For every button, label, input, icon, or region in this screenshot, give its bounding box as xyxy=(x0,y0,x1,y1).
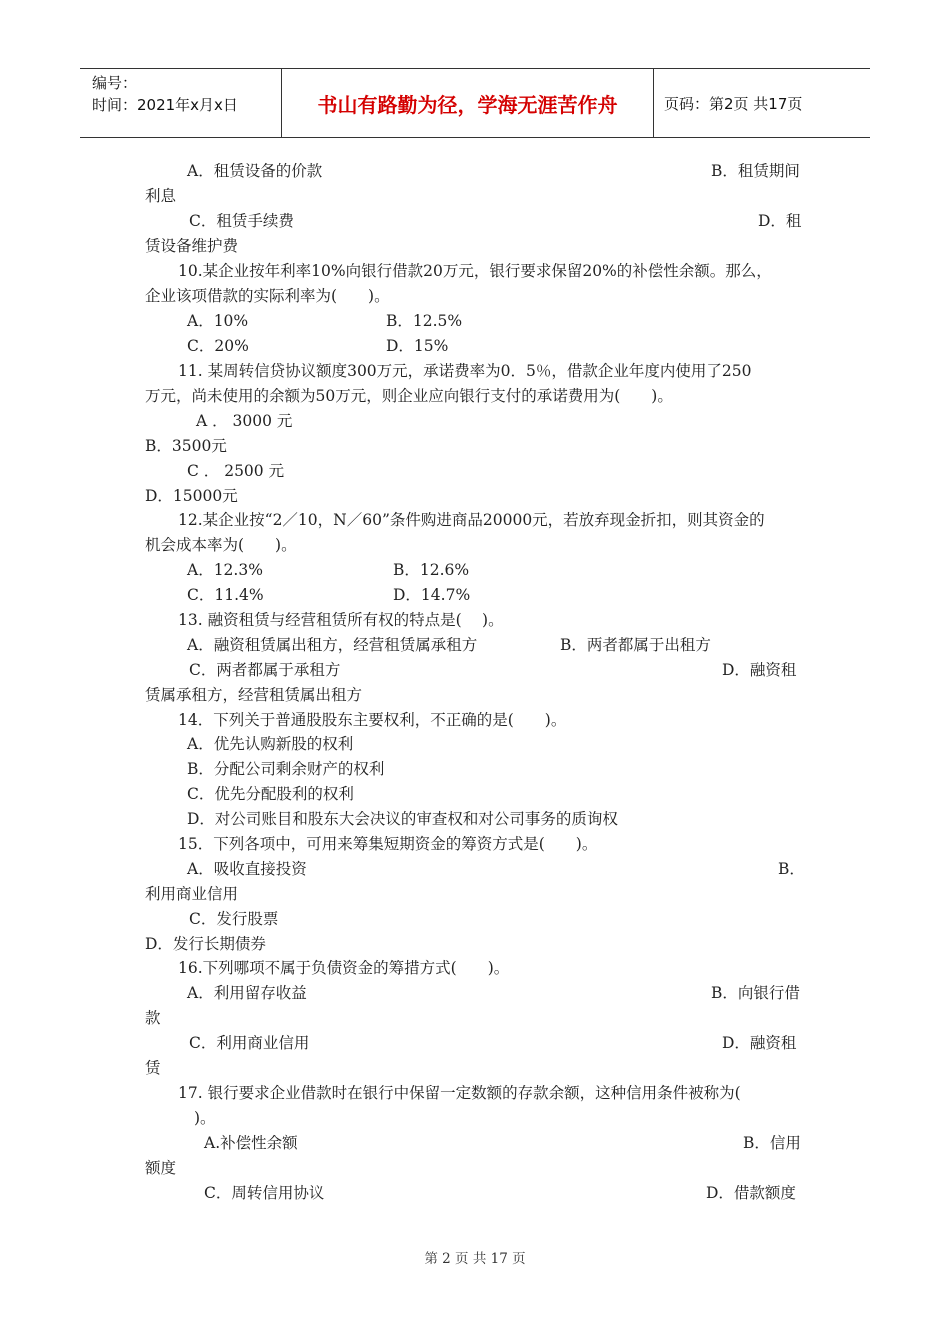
text-line: B．租赁期间 xyxy=(711,162,800,180)
text-line: A．融资租赁属出租方，经营租赁属承租方 xyxy=(187,636,478,654)
text-line: 机会成本率为( )。 xyxy=(145,536,297,554)
header-page-info: 页码：第2页 共17页 xyxy=(664,94,803,113)
text-line: A.补偿性余额 xyxy=(204,1134,298,1152)
text-line: D．融资租 xyxy=(722,661,797,679)
text-line: C．20% xyxy=(187,337,249,355)
text-line: 利用商业信用 xyxy=(145,885,239,903)
text-line: D．对公司账目和股东大会决议的审查权和对公司事务的质询权 xyxy=(187,810,618,828)
text-line: B．信用 xyxy=(743,1134,801,1152)
text-line: A．优先认购新股的权利 xyxy=(187,735,354,753)
text-line: C．11.4% xyxy=(187,586,264,604)
text-line: D．借款额度 xyxy=(706,1184,796,1202)
page-footer: 第 2 页 共 17 页 xyxy=(424,1251,526,1267)
text-line: B．两者都属于出租方 xyxy=(560,636,711,654)
header-motto: 书山有路勤为径，学海无涯苦作舟 xyxy=(282,69,654,137)
text-line: C．发行股票 xyxy=(189,910,279,928)
text-line: B．向银行借 xyxy=(711,984,800,1002)
text-line: 17. 银行要求企业借款时在银行中保留一定数额的存款余额，这种信用条件被称为( xyxy=(178,1084,741,1102)
text-line: C．周转信用协议 xyxy=(204,1184,325,1202)
text-line: D．发行长期债券 xyxy=(145,935,266,953)
text-line: D．融资租 xyxy=(722,1034,797,1052)
text-line: A ． 3000 元 xyxy=(196,412,293,430)
text-line: C．租赁手续费 xyxy=(189,212,294,230)
code-label: 编号： xyxy=(92,74,138,92)
text-line: 12.某企业按“2／10，N／60”条件购进商品20000元，若放弃现金折扣，则其资金的 xyxy=(178,511,765,529)
text-line: D．租 xyxy=(758,212,802,230)
text-line: 13. 融资租赁与经营租赁所有权的特点是( )。 xyxy=(178,611,504,629)
text-line: D．14.7% xyxy=(393,586,471,604)
text-line: 15．下列各项中，可用来筹集短期资金的筹资方式是( )。 xyxy=(178,835,598,853)
text-line: A．利用留存收益 xyxy=(187,984,307,1002)
text-line: A．12.3% xyxy=(187,561,263,579)
text-line: 11. 某周转信贷协议额度300万元，承诺费率为0．5％，借款企业年度内使用了250 xyxy=(178,362,752,380)
text-line: C．两者都属于承租方 xyxy=(189,661,341,679)
text-line: C ． 2500 元 xyxy=(187,462,285,480)
text-line: D．15000元 xyxy=(145,487,238,505)
text-line: A．租赁设备的价款 xyxy=(187,162,323,180)
text-line: 赁属承租方，经营租赁属出租方 xyxy=(145,686,363,704)
text-line: 赁设备维护费 xyxy=(145,237,239,255)
text-line: 14．下列关于普通股股东主要权利，不正确的是( )。 xyxy=(178,711,567,729)
text-line: 万元，尚未使用的余额为50万元，则企业应向银行支付的承诺费用为( )。 xyxy=(145,387,673,405)
text-line: 16.下列哪项不属于负债资金的筹措方式( )。 xyxy=(178,959,510,977)
text-line: B．3500元 xyxy=(145,437,227,455)
text-line: 利息 xyxy=(145,187,177,205)
text-line: B．12.5% xyxy=(386,312,463,330)
text-line: B．分配公司剩余财产的权利 xyxy=(187,760,385,778)
text-line: 款 xyxy=(145,1009,161,1027)
text-line: 赁 xyxy=(145,1059,161,1077)
text-line: B．12.6% xyxy=(393,561,470,579)
text-line: C．优先分配股利的权利 xyxy=(187,785,354,803)
text-line: 企业该项借款的实际利率为( )。 xyxy=(145,287,390,305)
text-line: )。 xyxy=(194,1109,216,1127)
text-line: 10.某企业按年利率10%向银行借款20万元，银行要求保留20%的补偿性余额。那么， xyxy=(178,262,772,280)
page-header xyxy=(80,68,870,138)
header-meta xyxy=(80,69,282,137)
text-line: 额度 xyxy=(145,1159,177,1177)
time-label: 时间：2021年x月x日 xyxy=(92,96,238,114)
text-line: C．利用商业信用 xyxy=(189,1034,310,1052)
text-line: D．15% xyxy=(386,337,449,355)
text-line: A．10% xyxy=(187,312,249,330)
text-line: A．吸收直接投资 xyxy=(187,860,307,878)
text-line: B． xyxy=(778,860,805,878)
